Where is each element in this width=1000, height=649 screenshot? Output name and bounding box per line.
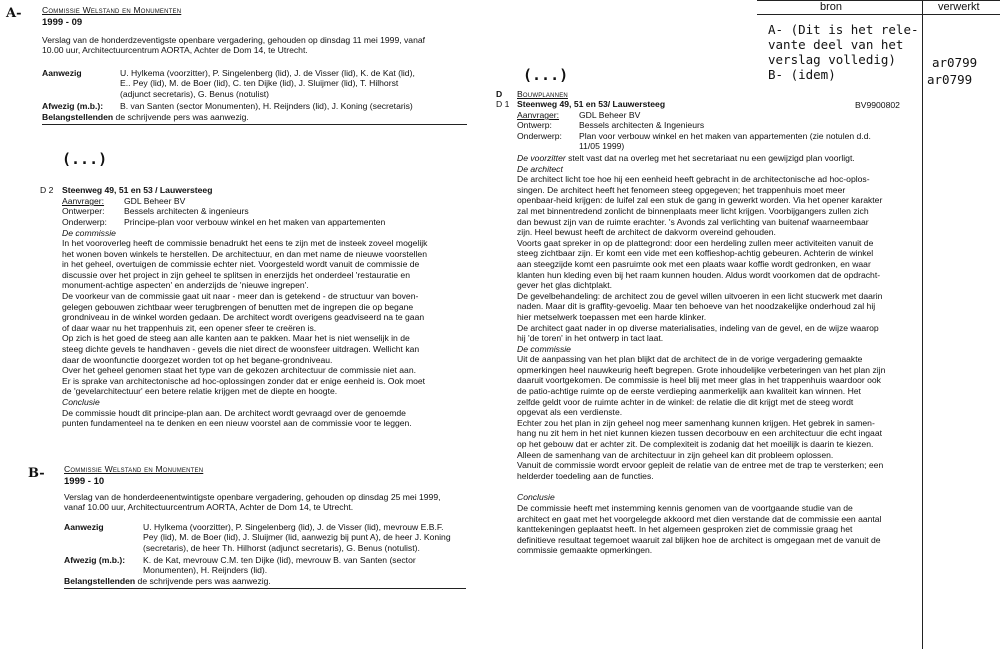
d2-field-row <box>62 217 385 227</box>
field-value-line: Plan voor verbouw winkel en het maken van appartementen (zie notulen d.d. <box>579 130 871 141</box>
body-line: de patio-achtige ruimte op de eerste verdieping aanmerkelijk aan kwaliteit kan winnen. Het <box>517 386 861 397</box>
sidebar-note <box>768 22 919 82</box>
body-line: Uit de aanpassing van het plan blijkt dat de architect de in de vorige vergadering gemaakte <box>517 354 863 365</box>
field-value: Bessels architecten & ingenieurs <box>124 206 249 217</box>
bouwplannen-heading: Bouwplannen <box>517 89 568 99</box>
d1-title: Steenweg 49, 51 en 53/ Lauwersteeg <box>517 99 666 109</box>
d2-field-row <box>62 196 385 206</box>
body-line: De voorkeur van de commissie gaat uit naar - meer dan is getekend - de structuur van boven- <box>62 290 419 301</box>
section-a-afwezig: B. van Santen (sector Monumenten), H. Reijnders (lid), J. Koning (secretaris) <box>120 101 413 111</box>
section-b-aanwezig-label: Aanwezig <box>64 522 104 532</box>
body-line: Vanuit de commissie wordt ervoor gepleit de relatie van de entree met de trap te versterken; een <box>517 460 884 471</box>
body-line: hier metselwerk toepassen met een harde klinker. <box>517 311 707 322</box>
voorzitter-line <box>517 153 885 164</box>
d2-body <box>62 238 427 429</box>
body-line: op het gebouw dat er achter zit. De complexiteit is zodanig dat het moeilijk is daarin te kiezen. <box>517 439 874 450</box>
section-b-afwezig-label: Afwezig (m.b.): <box>64 555 126 565</box>
body-line: discussie over het project in zijn geheel te splitsen in enerzijds het onderdeel 'restauratie en <box>62 269 410 280</box>
sidebar-note-line: verslag volledig) <box>768 52 896 67</box>
section-a-year: 1999 - 09 <box>42 17 83 28</box>
body-line: klanten hun kleding even bij het raam kunnen houden. Aldus wordt voorkomen dat de opdracht- <box>517 269 881 280</box>
field-value: Bessels architecten & Ingenieurs <box>579 120 705 131</box>
body-line: grondniveau in de winkel worden gedaan. De architect wordt overigens geadviseerd na te gaan <box>62 312 425 323</box>
d2-fields <box>62 196 385 227</box>
ellipsis-left: (...) <box>62 150 108 168</box>
conclusie-line: punten fundamenteel na te denken en een nieuw voorstel aan de commissie voor te leggen. <box>62 418 412 429</box>
ellipsis-right: (...) <box>523 66 569 84</box>
field-value: Principe-plan voor verbouw winkel en het maken van appartementen <box>124 216 386 227</box>
d1-code: D 1 <box>496 99 510 109</box>
aanwezig-line: U. Hylkema (voorzitter), P. Singelenberg (lid), J. de Visser (lid), K. de Kat (lid), <box>120 68 415 78</box>
sidebar-code-2: ar0799 <box>927 72 973 87</box>
voorzitter-label: De voorzitter <box>517 153 566 163</box>
field-value: GDL Beheer BV <box>124 196 186 206</box>
body-line: Op zich is het goed de steeg aan alle kanten aan te pakken. Maar het is niet wenselijk in de <box>62 333 410 344</box>
architect-label: De architect <box>517 163 563 174</box>
section-a-rule <box>42 124 467 125</box>
body-line: Voorts gaat spreker in op de plattegrond: door een herdeling zullen meer activiteiten vanuit de <box>517 237 874 248</box>
intro-line: vanaf 10.00 uur, Architectuurcentrum AORTA, Achter de Dom 14, te Utrecht. <box>64 502 354 513</box>
d1-field-row <box>517 120 897 130</box>
field-label: Onderwerp: <box>517 130 562 141</box>
body-line: daar de woonfunctie doorgezet worden tot op het begane-grondniveau. <box>62 354 333 365</box>
belang-text: de schrijvende pers was aanwezig. <box>115 112 249 122</box>
aanwezig-line: (secretaris), de heer Th. Hilhorst (adjunct secretaris), G. Benus (notulist). <box>143 542 420 553</box>
section-b-aanwezig <box>143 522 451 553</box>
header-bron: bron <box>820 1 843 13</box>
body-line: steeg dichte gevels te handhaven - gevels die niet direct de woonsfeer uitdragen. Wellicht kan <box>62 343 420 354</box>
sidebar-note-line: A- (Dit is het rele- <box>768 22 919 37</box>
body-line: opmerkingen heel nauwkeurig heeft begrepen. Grote inhoudelijke verbeteringen van het plan zijn <box>517 364 886 375</box>
body-line: De architect licht toe hoe hij een eenheid heeft gebracht in de architectonische ad hoc-oplos- <box>517 174 870 185</box>
section-a-intro <box>42 35 425 56</box>
section-a-aanwezig-label: Aanwezig <box>42 68 82 78</box>
header-bottom-border <box>757 14 1000 15</box>
intro-line: Verslag van de honderdzeventigste openbare vergadering, gehouden op dinsdag 11 mei 1999, vanaf <box>42 35 426 45</box>
aanwezig-line: Pey (lid), M. de Boer (lid), J. Sluijmer (lid, aanwezig bij punt A), de heer J. Koning <box>143 532 451 543</box>
aanwezig-line: U. Hylkema (voorzitter), P. Singelenberg (lid), J. de Visser (lid), mevrouw E.B.F. <box>143 522 444 532</box>
body-line: of daar waar nu het trappenhuis zit, een opener sfeer te creëren is. <box>62 322 317 333</box>
conclusie-line: commissie gemaakte opmerkingen. <box>517 545 653 556</box>
section-b-org: Commissie Welstand en Monumenten <box>64 464 204 474</box>
section-b-belang <box>64 576 271 586</box>
body-line: opgevat als een verdienste. <box>517 407 623 418</box>
section-b-year: 1999 - 10 <box>64 476 105 487</box>
field-label: Ontwerp: <box>517 120 552 131</box>
sidebar-note-line: vante deel van het <box>768 37 904 52</box>
belang-text: de schrijvende pers was aanwezig. <box>137 576 271 586</box>
section-a-mark: A- <box>6 6 22 21</box>
section-b-afwezig <box>143 555 416 576</box>
commissie-label: De commissie <box>517 343 571 354</box>
body-line: De architect gaat nader in op diverse materialisaties, indeling van de gevel, en de wijze waarop <box>517 322 879 333</box>
d1-field-row <box>517 131 897 152</box>
field-value <box>579 131 897 152</box>
body-line: Er is sprake van architectonische ad hoc-oplossingen zonder dat er enige eenheid is. Ook moet <box>62 375 426 386</box>
body-line: De gevelbehandeling: de architect zou de gevel willen uitvoeren in een licht stucwerk met daarin <box>517 290 883 301</box>
conclusie-label: Conclusie <box>517 492 555 503</box>
body-line: Echter zou het plan in zijn geheel nog meer samenhang kunnen krijgen. Het gebrek in samen- <box>517 417 875 428</box>
body-line: in het geheel, overtuigen de commissie echter niet. Voorgesteld wordt vanuit de commissie de <box>62 259 420 270</box>
conclusie-line: De commissie houdt dit principe-plan aan. De architect wordt gevraagd over de genoemde <box>62 407 406 418</box>
field-label: Aanvrager: <box>62 196 105 206</box>
d1-body <box>517 153 885 556</box>
section-a-afwezig-label: Afwezig (m.b.): <box>42 101 104 111</box>
field-label: Ontwerper: <box>62 206 105 217</box>
field-label: Onderwerp: <box>62 216 107 227</box>
body-line: Over het geheel genomen staat het type van de gekozen architectuur de commissie niet aan. <box>62 365 416 376</box>
d1-fields <box>517 110 897 152</box>
body-line: hang nu zit hem in het niet kunnen kiezen tussen decorbouw en een architectuur die echt ingaat <box>517 428 882 439</box>
body-line: naden. Maar dit is graffity-gevoelig. Maar ten behoeve van het noodzakelijke onderhoud zal hij <box>517 301 876 312</box>
afwezig-line: Monumenten), H. Reijnders (lid). <box>143 565 268 576</box>
aanwezig-line: (adjunct secretaris), G. Benus (notulist) <box>120 88 270 99</box>
body-line: hij 'de toren' in het ontwerp in tact laat. <box>517 333 664 344</box>
body-line: helderder toedeling aan de functies. <box>517 470 654 481</box>
d-letter: D <box>496 89 503 99</box>
body-line: gelegen gebouwen zichtbaar weer terugbrengen of benutten met de ingrepen die op begane <box>62 301 414 312</box>
body-line: de 'gevelarchitectuur' een betere relatie krijgen met de diepte en hoogte. <box>62 386 338 397</box>
voorzitter-text: stelt vast dat na overleg met het secretariaat nu een gewijzigd plan voorligt. <box>568 153 855 163</box>
body-line: steeg zichtbaar zijn. Er komt een vide met een koffieshop-achtig gebeuren. Achterin de winkel <box>517 248 874 259</box>
sidebar-note-line: B- (idem) <box>768 67 836 82</box>
d2-commissie-label: De commissie <box>62 228 116 238</box>
field-value-line: 11/05 1999) <box>579 141 625 152</box>
d2-title: Steenweg 49, 51 en 53 / Lauwersteeg <box>62 185 213 195</box>
section-b-mark: B- <box>28 466 45 481</box>
body-line: aan steegzijde komt een pasruimte ook met een plaats waar koffie wordt gedronken, en waar <box>517 258 871 269</box>
d2-field-row <box>62 206 385 216</box>
body-line: dan bewust zijn van de ruimte erachter. 's Avonds zal verlichting van buitenaf waarneembaar <box>517 216 869 227</box>
body-line: monument-achtige aspecten' en anderzijds de 'nieuwe ingrepen'. <box>62 280 309 291</box>
body-line: zal met binnentredend zonlicht de binnenplaats meer licht krijgen. Voorbijgangers zullen zich <box>517 205 869 216</box>
section-b-intro <box>64 492 441 513</box>
field-label: Aanvrager: <box>517 110 560 120</box>
d2-code: D 2 <box>40 185 54 195</box>
field-value: GDL Beheer BV <box>579 110 641 120</box>
belang-label: Belangstellenden <box>64 576 136 586</box>
conclusie-line: kanttekeningen geplaatst heeft. In het algemeen gesproken ziet de commissie graag het <box>517 524 853 535</box>
header-verwerkt: verwerkt <box>938 1 980 13</box>
body-line: Alleen de samenhang van de architectuur in zijn geheel kan dit probleem oplossen. <box>517 449 834 460</box>
body-line: daaruit voortgekomen. De commissie is heel blij met meer glas in het trappenhuis waardoor ook <box>517 375 881 386</box>
conclusie-line: definitieve resultaat tegemoet waaruit zal blijken hoe de architect is omgegaan met de vanuit de <box>517 534 881 545</box>
intro-line: 10.00 uur, Architectuurcentrum AORTA, Achter de Dom 14, te Utrecht. <box>42 45 308 56</box>
body-line: singen. De architect heeft het fenomeen steeg opgegeven; het trappenhuis moet meer <box>517 184 846 195</box>
body-line: zelfde geldt voor de ruimte achter in de winkel: de relatie die dit krijgt met de steeg wordt <box>517 396 854 407</box>
aanwezig-line: E.. Pey (lid), M. de Boer (lid), C. ten Dijke (lid), J. Sluijmer (lid), T. Hilhorst <box>120 78 399 89</box>
intro-line: Verslag van de honderdeenentwintigste openbare vergadering, gehouden op dinsdag 25 mei 1999, <box>64 492 441 502</box>
section-a-aanwezig <box>120 68 415 99</box>
d2-conclusie-label: Conclusie <box>62 396 100 407</box>
body-line: het wonen boven winkels te herstellen. De architectuur, en dan met name de nieuwe voorstellen <box>62 248 427 259</box>
d1-field-row <box>517 110 897 120</box>
section-a-belang <box>42 112 249 122</box>
belang-label: Belangstellenden <box>42 112 114 122</box>
conclusie-line: architect en gaat met het voorgelegde akkoord met dien verstande dat de commissie een aantal <box>517 513 882 524</box>
column-divider <box>922 0 923 649</box>
section-b-rule <box>64 588 466 589</box>
body-line: openbaar-heid krijgen: de luifel zal een stuk de gang in gewerkt worden. Via het opener karakter <box>517 195 883 206</box>
afwezig-line: K. de Kat, mevrouw C.M. ten Dijke (lid), mevrouw B. van Santen (sector <box>143 555 416 565</box>
body-line: zijn. Heel bewust heeft de architect de dakvorm overeind gehouden. <box>517 227 776 238</box>
section-a-org: Commissie Welstand en Monumenten <box>42 5 182 15</box>
d1-ref: BV9900802 <box>855 100 900 110</box>
conclusie-line: De commissie heeft met instemming kennis genomen van de voortgaande studie van de <box>517 503 853 513</box>
body-line: gever het glas dichtplakt. <box>517 280 613 291</box>
body-line: In het vooroverleg heeft de commissie benadrukt het eens te zijn met de insteek zoveel mogelijk <box>62 238 428 248</box>
sidebar-code-1: ar0799 <box>932 55 978 70</box>
